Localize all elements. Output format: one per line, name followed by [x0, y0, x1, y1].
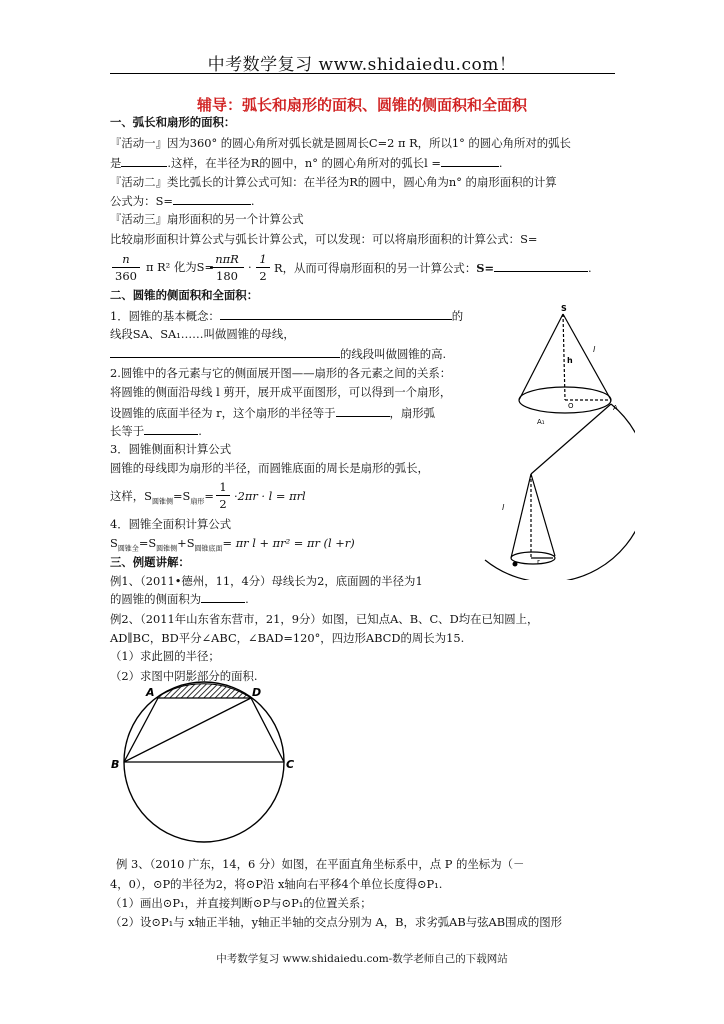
s1-l7b: · — [248, 260, 252, 274]
ex3-q1: （1）画出⊙P₁，并直接判断⊙P与⊙P₁的位置关系； — [110, 896, 372, 910]
s1-l7e: . — [588, 261, 592, 275]
s1-l4b: . — [250, 194, 255, 208]
ex3-line2: 4，0），⊙P的半径为2，将⊙P沿 x轴向右平移4个单位长度得⊙P₁. — [110, 877, 443, 891]
frac2-den: 180 — [216, 269, 238, 283]
s1-l7c-line — [274, 260, 592, 275]
doc-title: 辅导：弧长和扇形的面积、圆锥的侧面积和全面积 — [196, 96, 527, 114]
s1-l7d: S= — [476, 261, 494, 275]
s2-l10d: 扇形 — [190, 497, 205, 506]
side-DC — [251, 698, 284, 762]
blank-arc-1deg[interactable] — [121, 155, 167, 167]
s2-l12e: +S — [177, 536, 195, 550]
ex2-q2: （2）求图中阴影部分的面积. — [110, 669, 258, 683]
s2-line1 — [110, 308, 463, 323]
sector-arc — [485, 404, 635, 580]
ex2-line1: 例2、（2011年山东省东营市，21，9分）如图，已知点A、B、C、D均在已知圆上， — [110, 612, 539, 626]
s1-l2c: . — [498, 156, 503, 170]
blank-sector-radius[interactable] — [336, 405, 390, 417]
frac4-den: 2 — [219, 497, 227, 511]
s2-line9: 圆锥的母线即为扇形的半径，而圆锥底面的周长是扇形的弧长， — [110, 461, 429, 475]
section2-heading: 二、圆锥的侧面积和全面积： — [110, 288, 259, 302]
s2-l12b: 圆锥全 — [117, 544, 139, 553]
s2-line6 — [110, 405, 435, 420]
sector-edge-upper — [531, 404, 611, 474]
label-circle-C: C — [286, 758, 295, 771]
page-footer: 中考数学复习 www.shidaiedu.com-数学老师自己的下载网站 — [216, 953, 508, 965]
frac3-num: 1 — [256, 252, 270, 268]
s2-line4: 2.圆锥中的各元素与它的侧面展开图——扇形的各元素之间的关系： — [110, 366, 452, 380]
header-rule — [110, 73, 615, 74]
s2-l7a: 长等于 — [110, 424, 145, 438]
s1-line5: 『活动三』扇形面积的另一个计算公式 — [110, 212, 304, 226]
s1-l4a: 公式为：S= — [110, 194, 173, 208]
side-AB — [124, 698, 158, 762]
ex1-line1: 例1、（2011•德州，11，4分）母线长为2，底面圆的半径为1 — [110, 574, 423, 588]
s2-l12a: S — [110, 536, 118, 550]
s2-l6b: ，扇形弧 — [389, 406, 436, 420]
s2-l10e: = — [204, 489, 214, 503]
s1-line4 — [110, 193, 255, 208]
blank-arc-len[interactable] — [144, 423, 198, 435]
s2-l10f: ·2πr · l = πrl — [234, 489, 306, 503]
blank-arc-length[interactable] — [441, 155, 499, 167]
s2-line3 — [110, 346, 446, 361]
ex2-line2: AD∥BC，BD平分∠ABC，∠BAD=120°，四边形ABCD的周长为15. — [110, 631, 465, 645]
blank-sector-area-2[interactable] — [494, 260, 588, 272]
s2-line8: 3．圆锥侧面积计算公式 — [110, 442, 232, 456]
small-cone-right — [531, 474, 555, 556]
s1-line6: 比较扇形面积计算公式与弧长计算公式，可以发现：可以将扇形面积的计算公式：S= — [110, 232, 538, 246]
blank-generatrix[interactable] — [220, 308, 452, 320]
s2-l12c: =S — [138, 536, 157, 550]
s1-line2 — [110, 155, 503, 170]
page-header: 中考数学复习 www.shidaiedu.com！ — [207, 55, 517, 75]
label-S: S — [561, 304, 567, 313]
label-l: l — [593, 345, 596, 354]
sector-point — [513, 562, 518, 567]
s2-l10b: 圆锥侧 — [151, 497, 173, 506]
frac1-den: 360 — [115, 269, 137, 283]
label-circle-A: A — [146, 686, 155, 699]
frac-1-2 — [256, 252, 270, 283]
frac1-num: n — [112, 252, 140, 268]
s2-l1a: 1．圆锥的基本概念： — [110, 309, 220, 323]
frac-n-360 — [112, 252, 140, 283]
s2-line2: 线段SA、SA₁……叫做圆锥的母线， — [110, 327, 295, 341]
diagonal-BD — [124, 698, 251, 762]
s2-l1b: 的 — [451, 309, 464, 323]
s2-line12 — [110, 536, 355, 555]
ex2-q1: （1）求此圆的半径； — [110, 649, 220, 663]
s2-l10a: 这样，S — [110, 489, 152, 503]
blank-sector-area[interactable] — [173, 193, 251, 205]
label-A: A — [613, 404, 618, 412]
blank-height[interactable] — [110, 346, 340, 358]
frac2-num: nπR — [210, 252, 244, 268]
shaded-segment — [156, 684, 251, 698]
ex3-q2: （2）设⊙P₁与 x轴正半轴，y轴正半轴的交点分别为 A，B，求劣弧AB与弦AB围成的图形 — [110, 915, 563, 929]
s2-line5: 将圆锥的侧面沿母线 l 剪开，展开成平面图形，可以得到一个扇形， — [110, 385, 452, 399]
s2-l3: 的线段叫做圆锥的高. — [340, 347, 447, 361]
s2-l12g: = πr l + πr² = πr (l +r) — [222, 536, 355, 550]
s2-l6a: 设圆锥的底面半径为 r，这个扇形的半径等于 — [110, 406, 336, 420]
blank-ex1-answer[interactable] — [201, 591, 245, 603]
label-A1: A₁ — [537, 418, 545, 426]
s1-line3: 『活动二』类比弧长的计算公式可知：在半径为R的圆中，圆心角为n° 的扇形面积的计算 — [110, 175, 557, 189]
s2-line7 — [110, 423, 202, 438]
ex3-line1: 例 3、（2010 广东，14，6 分）如图，在平面直角坐标系中，点 P 的坐标为（－ — [116, 857, 525, 871]
s1-l2b: .这样，在半径为R的圆中，n° 的圆心角所对的弧长l = — [167, 156, 441, 170]
s1-l7a: π R² 化为S= — [146, 260, 214, 274]
s2-l12d: 圆锥侧 — [156, 544, 178, 553]
frac4-num: 1 — [216, 480, 230, 496]
label-r: r — [537, 558, 540, 566]
ex1-line2 — [110, 591, 249, 606]
label-circle-B: B — [111, 758, 120, 771]
label-circle-D: D — [252, 686, 262, 699]
s1-l2a: 是 — [110, 156, 122, 170]
s2-l10c: =S — [172, 489, 191, 503]
frac-half — [216, 480, 230, 511]
section3-heading: 三、例题讲解： — [110, 555, 190, 569]
frac-npir-180 — [210, 252, 244, 283]
frac3-den: 2 — [259, 269, 267, 283]
small-cone-left — [511, 474, 531, 558]
s2-l7b: . — [198, 424, 202, 438]
ex1-l2c: . — [245, 592, 249, 606]
label-l2: l — [502, 503, 505, 512]
circle-quad-figure — [108, 680, 304, 850]
s2-line10 — [110, 489, 214, 508]
ex1-l2a: 的圆锥的侧面积为 — [110, 592, 202, 606]
section1-heading: 一、弧长和扇形的面积： — [110, 115, 236, 129]
cone-figure — [475, 300, 635, 580]
s1-l7c: R，从而可得扇形面积的另一计算公式： — [274, 261, 477, 275]
s2-line11: 4．圆锥全面积计算公式 — [110, 517, 232, 531]
s2-l12f: 圆锥底面 — [194, 544, 223, 553]
label-O: O — [568, 402, 574, 410]
label-h: h — [567, 356, 573, 365]
s1-line1: 『活动一』因为360° 的圆心角所对弧长就是圆周长C=2 π R，所以1° 的圆心角所对的弧长 — [110, 136, 571, 150]
